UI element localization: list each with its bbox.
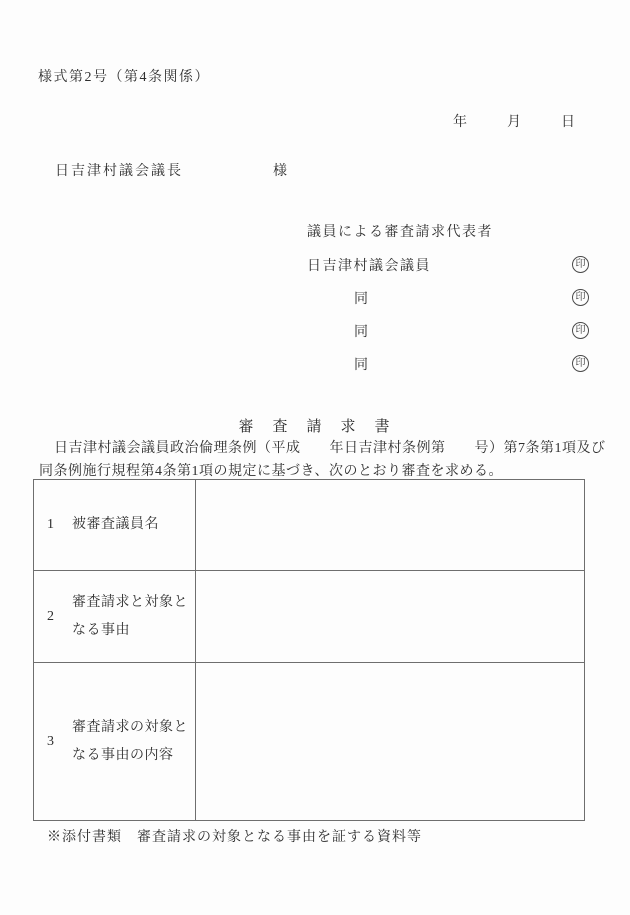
body-paragraph-line-1: 日吉津村議会議員政治倫理条例（平成 年日吉津村条例第 号）第7条第1項及び bbox=[54, 441, 606, 456]
table-row-value-cell[interactable] bbox=[196, 571, 584, 662]
representative-block bbox=[307, 224, 589, 380]
seal-icon: 印 bbox=[572, 289, 589, 306]
table-row bbox=[34, 480, 584, 571]
representative-line bbox=[307, 314, 589, 347]
seal-icon: 印 bbox=[572, 322, 589, 339]
review-request-table bbox=[33, 479, 585, 821]
seal-icon: 印 bbox=[572, 355, 589, 372]
representative-line bbox=[307, 347, 589, 380]
date-line bbox=[453, 111, 575, 131]
table-row-value-cell[interactable] bbox=[196, 663, 584, 820]
seal-icon: 印 bbox=[572, 256, 589, 273]
representative-line bbox=[307, 248, 589, 281]
attachment-note: ※添付書類 審査請求の対象となる事由を証する資料等 bbox=[47, 830, 422, 845]
form-number-label: 様式第2号（第4条関係） bbox=[38, 70, 210, 85]
document-title: 審 査 請 求 書 bbox=[238, 419, 392, 435]
addressee-honorific: 様 bbox=[273, 164, 287, 179]
table-row-label-cell bbox=[34, 663, 196, 820]
representative-heading: 議員による審査請求代表者 bbox=[307, 225, 493, 240]
date-month-label: 月 bbox=[507, 115, 521, 130]
body-paragraph bbox=[39, 438, 606, 483]
addressee-line bbox=[55, 160, 287, 180]
table-row bbox=[34, 663, 584, 820]
representative-line-label: 同 bbox=[354, 291, 370, 307]
row-number: 3 bbox=[47, 733, 54, 749]
row-label: 審査請求の対象となる事由の内容 bbox=[72, 719, 188, 763]
row-number: 2 bbox=[47, 608, 54, 624]
row-label: 審査請求と対象となる事由 bbox=[72, 594, 188, 638]
date-year-label: 年 bbox=[453, 115, 467, 130]
representative-line bbox=[307, 281, 589, 314]
table-row bbox=[34, 571, 584, 663]
representative-line-label: 日吉津村議会議員 bbox=[307, 258, 431, 274]
row-label: 被審査議員名 bbox=[72, 517, 159, 532]
row-number: 1 bbox=[47, 517, 54, 532]
body-paragraph-line-2: 同条例施行規程第4条第1項の規定に基づき、次のとおり審査を求める。 bbox=[39, 463, 503, 479]
date-day-label: 日 bbox=[561, 115, 575, 130]
table-row-value-cell[interactable] bbox=[196, 480, 584, 570]
table-row-label-cell bbox=[34, 480, 196, 570]
representative-line-label: 同 bbox=[354, 357, 370, 373]
addressee-name: 日吉津村議会議長 bbox=[55, 164, 183, 179]
table-row-label-cell bbox=[34, 571, 196, 662]
representative-line-label: 同 bbox=[354, 324, 370, 340]
